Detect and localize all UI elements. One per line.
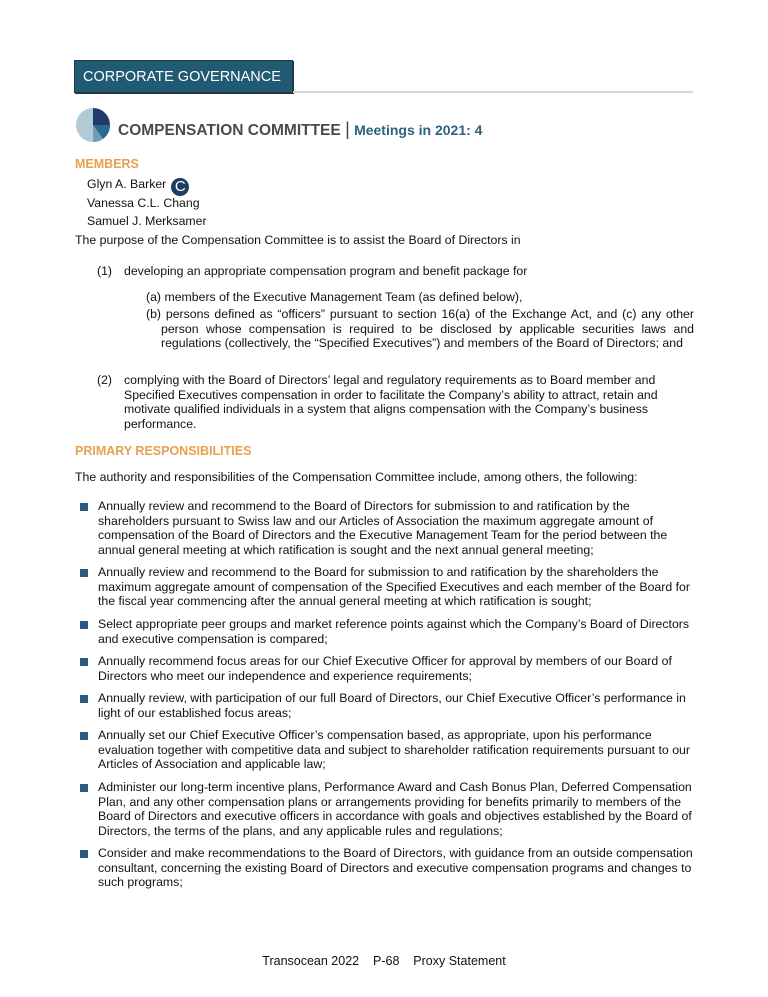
member: [87, 177, 189, 196]
bullet-text: Annually review and recommend to the Board of Directors for submission to and ratification by the shareholders pursuant to Swiss law and our Articles of Association the maximum aggregate amount of compensation of the Board of Directors and the Executive Management Team for the period between the annual general meeting at which ratification is sought and the next annual general meeting;: [98, 499, 668, 557]
bullet-text: Administer our long-term incentive plans, Performance Award and Cash Bonus Plan, Deferred Compensation Plan, and any other compensation plans or arrangements providing for benefits primarily to members of the Board of Directors and executive officers in accordance with goals and objectives established by the Board of Directors, the terms of the plans, and any applicable rules and regulations;: [98, 780, 692, 838]
bullet-icon: [80, 569, 88, 577]
bullet-text: Annually review, with participation of our full Board of Directors, our Chief Executive Officer’s performance in light of our established focus areas;: [98, 691, 686, 720]
meetings-count: Meetings in 2021: 4: [354, 122, 483, 138]
bullet-icon: [80, 695, 88, 703]
members-heading: MEMBERS: [75, 157, 139, 171]
item-number: (1): [97, 264, 113, 278]
purpose-subitem: [146, 307, 694, 351]
title-separator: |: [345, 119, 350, 139]
bullet-icon: [80, 732, 88, 740]
bullet-item: [75, 565, 695, 609]
bullet-item: [75, 846, 695, 890]
member: Vanessa C.L. Chang: [87, 196, 200, 210]
bullet-icon: [80, 784, 88, 792]
pie-chart-icon: [75, 107, 111, 143]
bullet-text: Consider and make recommendations to the Board of Directors, with guidance from an outside compensation consultant, concerning the existing Board of Directors and executive compensation programs and changes to such programs;: [98, 846, 693, 890]
bullet-item: [75, 780, 695, 838]
bullet-item: [75, 654, 695, 683]
bullet-icon: [80, 621, 88, 629]
item-number: (a): [146, 290, 162, 304]
purpose-intro: The purpose of the Compensation Committee is to assist the Board of Directors in: [75, 233, 521, 247]
item-text: persons defined as “officers” pursuant to section 16(a) of the Exchange Act, and (c) any other person whose compensation is required to be disclosed by applicable securities laws and regulations (collectively, the “Specified Executives”) and members of the Board of Directors; and: [161, 307, 694, 351]
header-rule: [293, 91, 693, 93]
bullet-item: [75, 728, 695, 772]
bullet-item: [75, 617, 695, 646]
purpose-item: [97, 264, 697, 279]
bullet-item: [75, 499, 695, 557]
purpose-item: [97, 373, 697, 431]
item-number: (2): [97, 373, 113, 387]
bullet-text: Select appropriate peer groups and market reference points against which the Company’s Board of Directors and executive compensation is compared;: [98, 617, 690, 646]
page-footer: Transocean 2022 P-68 Proxy Statement: [262, 954, 506, 968]
bullet-text: Annually set our Chief Executive Officer’s compensation based, as appropriate, upon his performance evaluation together with competitive data and subject to shareholder ratification requirements pursuant to our Articles of Association and applicable law;: [98, 728, 690, 772]
bullet-icon: [80, 658, 88, 666]
member: Samuel J. Merksamer: [87, 214, 207, 228]
item-text: complying with the Board of Directors’ legal and regulatory requirements as to Board member and Specified Executives compensation in order to facilitate the Company’s ability to attract, retain and motivate qualified individuals in a system that aligns compensation with the Company’s business performance.: [124, 373, 658, 431]
section-header: CORPORATE GOVERNANCE: [74, 60, 293, 93]
item-text: members of the Executive Management Team (as defined below),: [164, 290, 523, 304]
bullet-text: Annually recommend focus areas for our Chief Executive Officer for approval by members of our Board of Directors who meet our independence and experience requirements;: [98, 654, 672, 683]
responsibilities-intro: The authority and responsibilities of the Compensation Committee include, among others, the following:: [75, 470, 638, 484]
bullet-text: Annually review and recommend to the Board for submission to and ratification by the shareholders the maximum aggregate amount of compensation of the Specified Executives and each member of the Board for the fiscal year commencing after the annual general meeting at which ratification is sought;: [98, 565, 690, 609]
member-name: Glyn A. Barker: [87, 177, 167, 191]
responsibilities-heading: PRIMARY RESPONSIBILITIES: [75, 444, 252, 458]
purpose-subitem: [146, 290, 694, 305]
chair-badge: C: [171, 178, 189, 196]
bullet-item: [75, 691, 695, 720]
item-text: developing an appropriate compensation program and benefit package for: [124, 264, 528, 278]
bullet-icon: [80, 850, 88, 858]
committee-title: [118, 119, 483, 139]
item-number: (b): [146, 307, 162, 321]
committee-name: COMPENSATION COMMITTEE: [118, 122, 341, 139]
bullet-icon: [80, 503, 88, 511]
